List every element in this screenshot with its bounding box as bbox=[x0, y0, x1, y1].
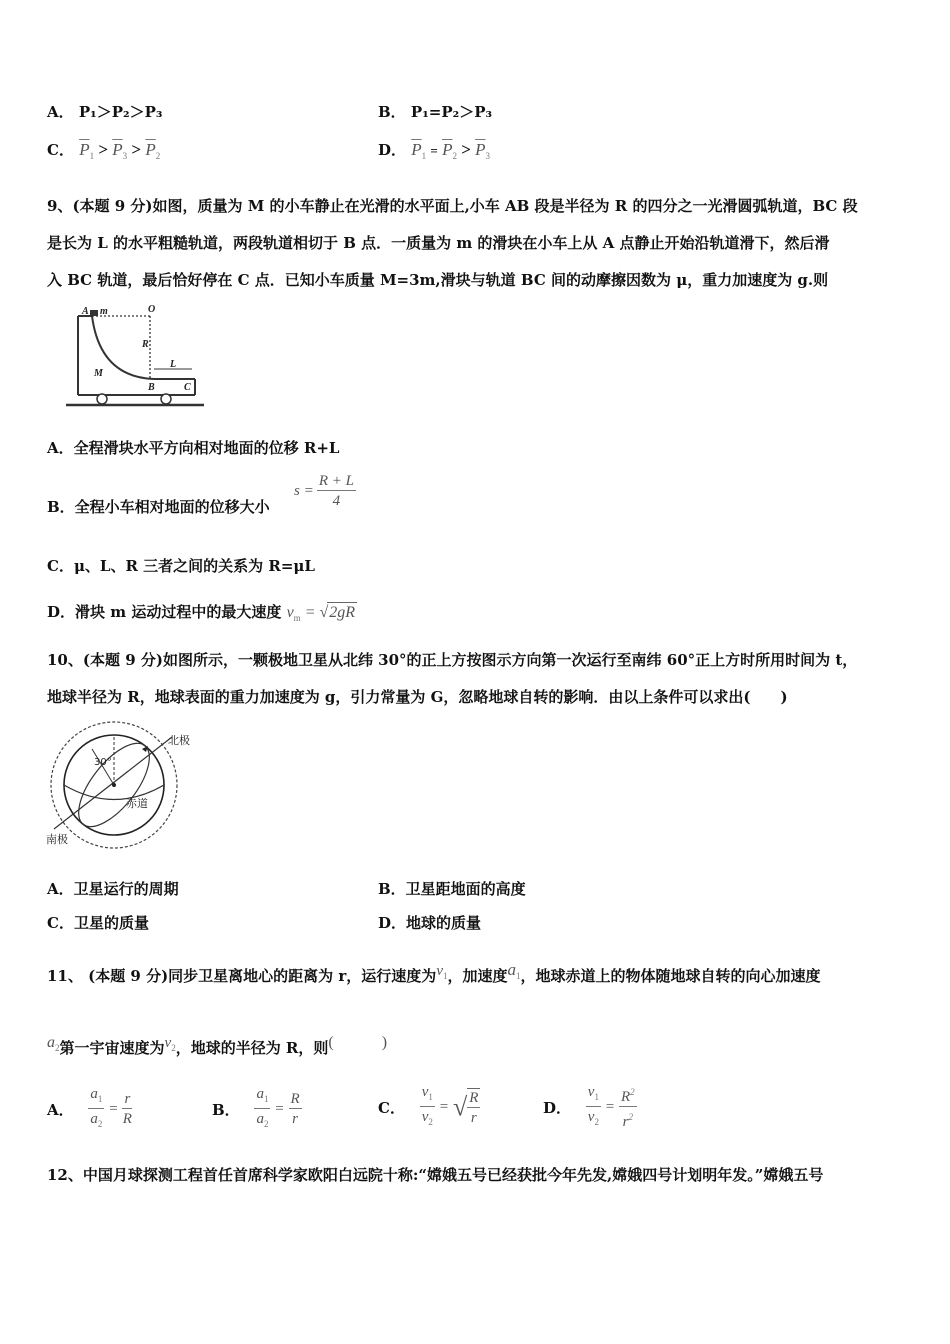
q11-option-b[interactable]: B． $\frac{a_1}{a_2}$ = $\frac{R}{r}$ bbox=[212, 1086, 300, 1129]
q9-label-a: A bbox=[82, 306, 89, 317]
q9-stem-line3: 入 BC 轨道，最后恰好停在 C 点．已知小车质量 M=3m,滑块与轨道 BC 间的动摩擦因数为 μ，重力加速度为 g.则 bbox=[47, 271, 829, 289]
q10-option-b[interactable]: B．卫星距地面的高度 bbox=[378, 880, 526, 898]
q9-label-c: C bbox=[184, 382, 191, 393]
q11-option-a[interactable]: A． $\frac{a_1}{a_2}$ = $\frac{r}{R}$ bbox=[47, 1086, 132, 1129]
q10-stem-line2: 地球半径为 R，地球表面的重力加速度为 g，引力常量为 G，忽略地球自转的影响．由以上条件可以求出( ) bbox=[47, 688, 788, 706]
q9-label-o: O bbox=[148, 304, 156, 315]
q9-label-r: R bbox=[142, 339, 149, 350]
q8-option-a[interactable]: A． P₁＞P₂＞P₃ bbox=[47, 103, 163, 121]
q9-option-d-text: D．滑块 m 运动过程中的最大速度 bbox=[47, 603, 282, 621]
q9-cart-figure bbox=[62, 302, 207, 410]
q9-label-m: m bbox=[100, 306, 108, 317]
q9-option-d-formula: $v_m = √2gR$ bbox=[286, 604, 356, 623]
q8-option-d-formula: $\overline{P}_1 = \overline{P}_2 > \overline{P}_3$ bbox=[411, 140, 491, 161]
q9-label-l: L bbox=[170, 359, 177, 370]
q9-option-d[interactable] bbox=[47, 602, 357, 628]
q9-label-big-m: M bbox=[94, 368, 103, 379]
q9-option-b-formula: s = $\frac{R + L}{4}$ bbox=[294, 473, 354, 509]
q9-option-b-text: B．全程小车相对地面的位移大小 bbox=[47, 498, 270, 516]
q8-option-a-text: P₁＞P₂＞P₃ bbox=[78, 103, 163, 121]
q10-option-c[interactable]: C．卫星的质量 bbox=[47, 914, 149, 932]
q11-stem-line1: 11、 (本题 9 分)同步卫星离地心的距离为 r，运行速度为$v_1$，加速度$a_1$，地球赤道上的物体随地球自转的向心加速度 bbox=[47, 960, 821, 985]
q9-wheel-right bbox=[161, 394, 171, 404]
q10-label-equator: 赤道 bbox=[126, 797, 148, 810]
q9-label-b: B bbox=[148, 382, 155, 393]
q8-option-c-formula: $\overline{P}_1 > \overline{P}_3 > \overline{P}_2$ bbox=[79, 140, 161, 161]
q10-label-north: 北极 bbox=[168, 734, 190, 747]
q11-stem-line2: $a_2$第一宇宙速度为$v_2$，地球的半径为 R，则( ) bbox=[47, 1034, 388, 1057]
q8-option-b-text: P₁=P₂＞P₃ bbox=[410, 103, 493, 121]
q9-stem-line1: 9、(本题 9 分)如图，质量为 M 的小车静止在光滑的水平面上,小车 AB 段是半径为 R 的四分之一光滑圆弧轨道，BC 段 bbox=[47, 197, 858, 215]
q9-option-c[interactable]: C．μ、L、R 三者之间的关系为 R=μL bbox=[47, 557, 315, 575]
q10-stem-line1: 10、(本题 9 分)如图所示，一颗极地卫星从北纬 30°的正上方按图示方向第一次运行至南纬 60°正上方时所用时间为 t， bbox=[47, 651, 858, 669]
q8-option-d[interactable]: D． $\overline{P}_1 = \overline{P}_2 > \overline{P}_3$ bbox=[378, 140, 491, 161]
q10-label-angle: 30° bbox=[94, 757, 112, 768]
q8-option-c[interactable]: C． $\overline{P}_1 > \overline{P}_3 > \overline{P}_2$ bbox=[47, 140, 161, 161]
q12-stem-line1: 12、中国月球探测工程首任首席科学家欧阳白远院十称:“嫦娥五号已经获批今年先发,嫦娥四号计划明年发。”嫦娥五号 bbox=[47, 1166, 824, 1184]
q11-option-c[interactable]: C． $\frac{v_1}{v_2}$ = √ $\frac{R}{r}$ bbox=[378, 1084, 479, 1127]
q10-option-d[interactable]: D．地球的质量 bbox=[378, 914, 482, 932]
q9-stem-line2: 是长为 L 的水平粗糙轨道，两段轨道相切于 B 点．一质量为 m 的滑块在小车上从 A 点静止开始沿轨道滑下，然后滑 bbox=[47, 234, 830, 252]
q8-option-b[interactable]: B． P₁=P₂＞P₃ bbox=[378, 103, 493, 121]
q11-option-d[interactable]: D． $\frac{v_1}{v_2}$ = $\frac{R^2}{r^2}$ bbox=[543, 1084, 635, 1130]
q9-option-b[interactable] bbox=[47, 497, 270, 517]
q9-wheel-left bbox=[97, 394, 107, 404]
q10-option-a[interactable]: A．卫星运行的周期 bbox=[47, 880, 179, 898]
q9-option-a[interactable]: A．全程滑块水平方向相对地面的位移 R+L bbox=[47, 439, 340, 457]
q10-label-south: 南极 bbox=[46, 833, 68, 846]
q10-globe-figure bbox=[44, 719, 194, 849]
